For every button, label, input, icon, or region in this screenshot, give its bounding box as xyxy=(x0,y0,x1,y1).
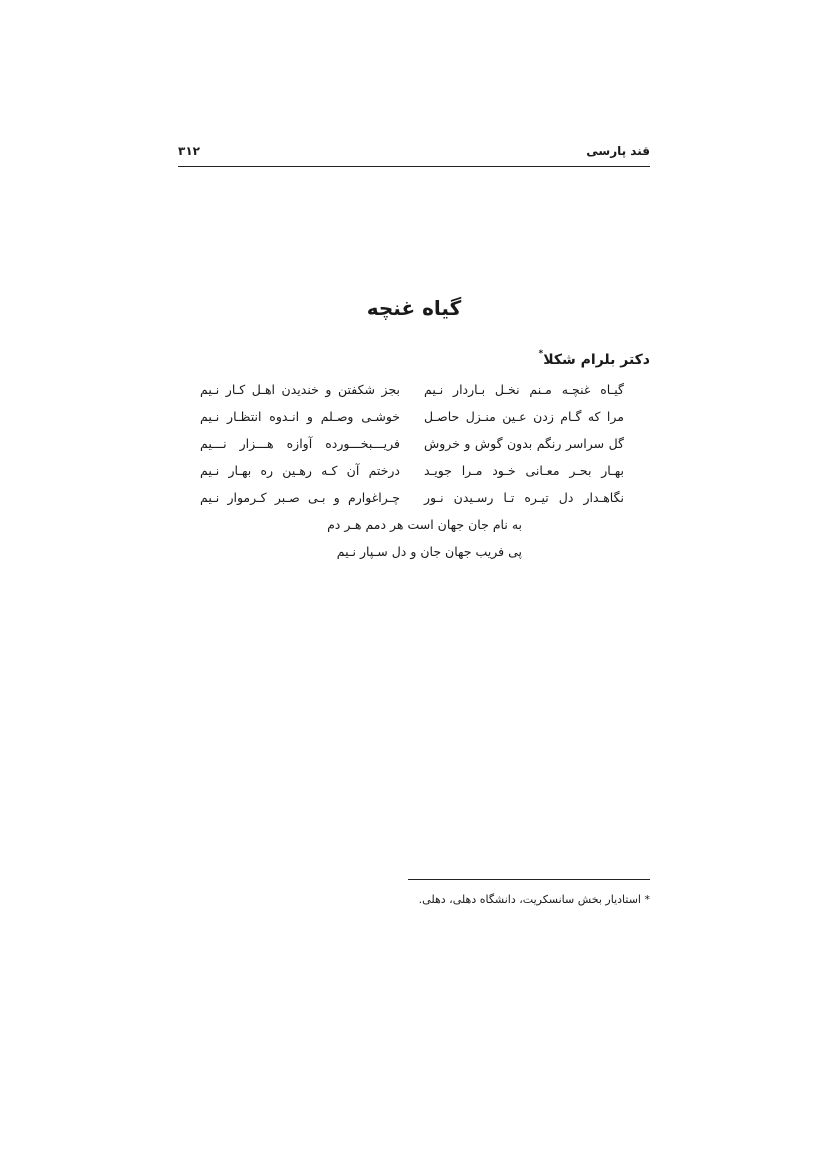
couplet xyxy=(200,457,624,484)
final-couplet xyxy=(300,511,522,565)
hemistich-first: مرا که گـام زدن عـین منـزل حاصـل xyxy=(424,409,624,424)
hemistich-second: درختم آن کـه رهـین ره بهـار نـیم xyxy=(200,463,400,478)
author-name: دکتر بلرام شکلا xyxy=(543,352,650,368)
running-header xyxy=(178,140,650,167)
couplet xyxy=(200,484,624,511)
hemistich-second: چـراغوارم و بـی صـبر کـرموار نـیم xyxy=(200,490,400,505)
hemistich-first: بهـار بحـر معـانی خـود مـرا جویـد xyxy=(424,463,624,478)
final-line: به نام جان جهان است هر دمم هـر دم xyxy=(327,517,522,532)
couplet xyxy=(200,403,624,430)
footnote-divider xyxy=(408,879,650,880)
couplet xyxy=(200,430,624,457)
footnote-mark: * xyxy=(538,349,544,359)
page-number: ۳۱۲ xyxy=(178,144,200,158)
journal-title: قند پارسی xyxy=(586,144,650,158)
poem-couplets xyxy=(200,376,624,511)
hemistich-second: خوشـی وصـلم و انـدوه انتظـار نـیم xyxy=(200,409,400,424)
footnote: * استادیار بخش سانسکریت، دانشگاه دهلی، دهلی. xyxy=(418,893,650,906)
couplet xyxy=(200,376,624,403)
hemistich-first: نگاهـدار دل تیـره تـا رسـیدن نـور xyxy=(424,490,624,505)
author-line xyxy=(538,349,651,368)
poem-title: گیاه غنچه xyxy=(366,296,462,320)
hemistich-first: گل سراسر رنگم بدون گوش و خروش xyxy=(424,436,624,451)
hemistich-second: بجز شکفتن و خندیدن اهـل کـار نـیم xyxy=(200,382,400,397)
hemistich-second: فریـــبخـــورده آوازه هـــزار نـــیم xyxy=(200,436,400,451)
hemistich-first: گیـاه غنچـه مـنم نخـل بـاردار نـیم xyxy=(424,382,624,397)
final-line: پی فریب جهان جان و دل سـپار نـیم xyxy=(336,544,522,559)
